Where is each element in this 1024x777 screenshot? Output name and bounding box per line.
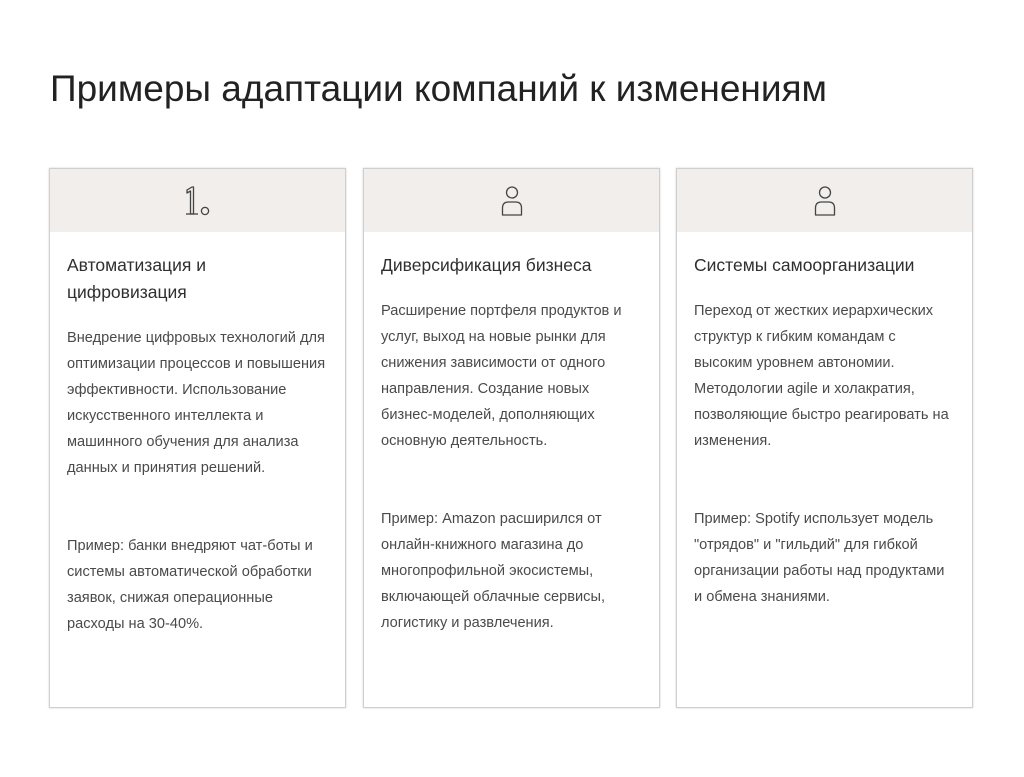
card-heading: Системы самоорганизации — [694, 255, 915, 275]
number-one-icon — [183, 184, 213, 218]
slide-title: Примеры адаптации компаний к изменениям — [50, 68, 827, 109]
card-description: Внедрение цифровых технологий для оптимизации процессов и повышения эффективности. Использование искусственного интеллекта и машинного обучения для анализа данных и принятия решений. — [67, 330, 326, 476]
card-example: Пример: Spotify использует модель "отрядов" и "гильдий" для гибкой организации работы над продуктами и обмена знаниями. — [694, 511, 945, 605]
person-icon — [812, 184, 838, 218]
card-heading: Автоматизация и цифровизация — [67, 255, 206, 302]
card-header — [50, 169, 345, 232]
card-heading: Диверсификация бизнеса — [381, 255, 592, 275]
card-header — [364, 169, 659, 232]
card-self-organization — [676, 168, 973, 708]
card-body — [50, 232, 345, 637]
card-example: Пример: банки внедряют чат-боты и системы автоматической обработки заявок, снижая операционные расходы на 30-40%. — [67, 538, 313, 632]
card-diversification — [363, 168, 660, 708]
card-description: Расширение портфеля продуктов и услуг, выход на новые рынки для снижения зависимости от одного направления. Создание новых бизнес-моделей, дополняющих основную деятельность. — [381, 303, 622, 449]
card-body — [677, 232, 972, 610]
card-automation — [49, 168, 346, 708]
card-description: Переход от жестких иерархических структур к гибким командам с высоким уровнем автономии. Методологии agile и холакратия, позволяющие быстро реагировать на изменения. — [694, 303, 949, 449]
cards-container — [49, 168, 976, 710]
card-body — [364, 232, 659, 636]
person-icon — [499, 184, 525, 218]
card-header — [677, 169, 972, 232]
card-example: Пример: Amazon расширился от онлайн-книжного магазина до многопрофильной экосистемы, включающей облачные сервисы, логистику и развлечения. — [381, 511, 606, 631]
